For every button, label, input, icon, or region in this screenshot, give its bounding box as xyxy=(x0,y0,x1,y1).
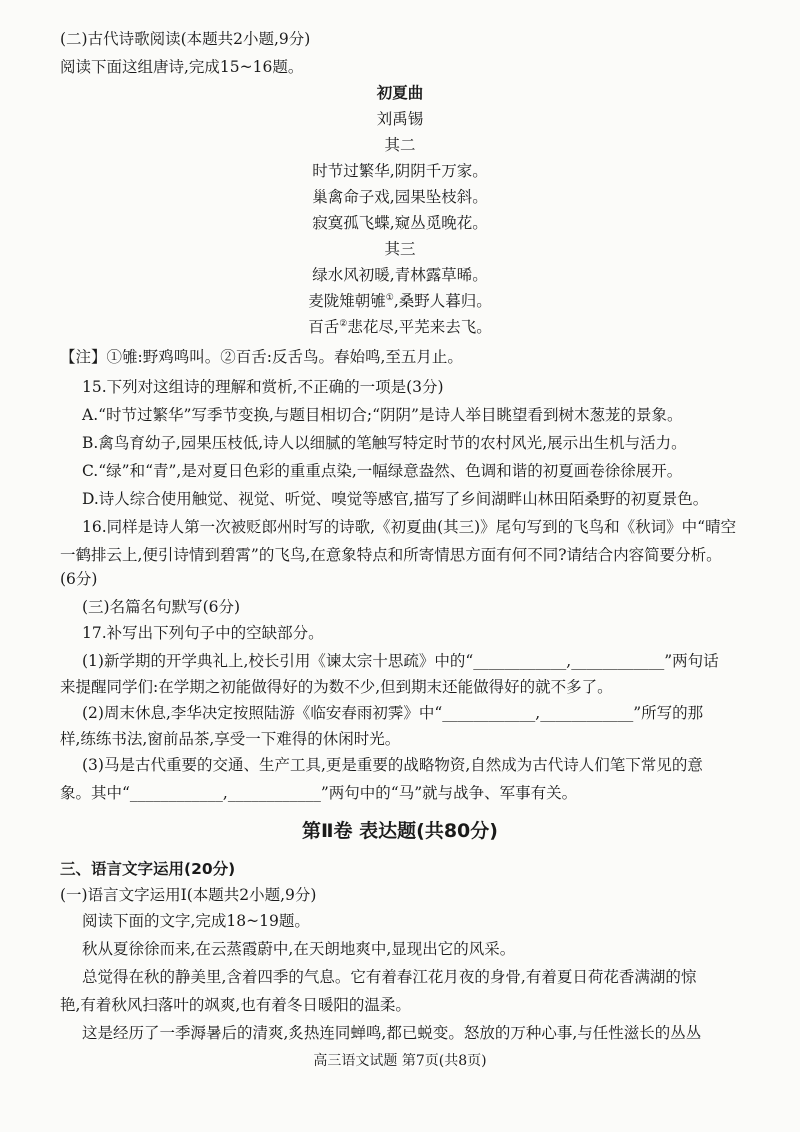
q16-line-3: (6分) xyxy=(60,570,98,588)
poem-author: 刘禹锡 xyxy=(376,110,424,128)
q15-option-b: B.禽鸟育幼子,园果压枝低,诗人以细腻的笔触写特定时节的农村风光,展示出生机与活力。 xyxy=(82,434,687,452)
section-3-heading: 三、语言文字运用(20分) xyxy=(60,860,236,878)
q15-option-a: A.“时节过繁华”写季节变换,与题目相切合;“阴阴”是诗人举目眺望看到树木葱茏的景象。 xyxy=(82,406,683,424)
poem-line: 寂寞孤飞蝶,窥丛觅晚花。 xyxy=(312,214,488,232)
part2-heading: (二)古代诗歌阅读(本题共2小题,9分) xyxy=(60,30,311,48)
note-mark: ① xyxy=(385,292,394,303)
passage-line: 总觉得在秋的静美里,含着四季的气息。它有着春江花月夜的身骨,有着夏日荷花香满湖的惊 xyxy=(82,968,697,986)
q17-part-1-cont: 来提醒同学们:在学期之初能做得好的为数不少,但到期末还能做得好的就不多了。 xyxy=(60,678,613,696)
q15-option-d: D.诗人综合使用触觉、视觉、听觉、嗅觉等感官,描写了乡间湖畔山林田陌桑野的初夏景色。 xyxy=(82,490,709,508)
poem-line: 绿水风初暖,青林露草晞。 xyxy=(312,266,488,284)
poem-line xyxy=(0,316,800,338)
q17-part-2: (2)周末休息,李华决定按照陆游《临安春雨初霁》中“____________,____________”所写的那 xyxy=(82,704,704,722)
poem-subtitle-3: 其三 xyxy=(384,240,416,258)
q17-part-2-cont: 样,练练书法,窗前品茶,享受一下难得的休闲时光。 xyxy=(60,730,401,748)
q15-option-c: C.“绿”和“青”,是对夏日色彩的重重点染,一幅绿意盎然、色调和谐的初夏画卷徐徐展开。 xyxy=(82,462,683,480)
volume-2-title: 第Ⅱ卷 表达题(共80分) xyxy=(302,820,498,842)
q17-stem: 17.补写出下列句子中的空缺部分。 xyxy=(82,624,324,642)
q17-part-3: (3)马是古代重要的交通、生产工具,更是重要的战略物资,自然成为古代诗人们笔下常见的意 xyxy=(82,756,703,774)
poem-line: 巢禽命子戏,园果坠枝斜。 xyxy=(312,188,488,206)
passage-line: 这是经历了一季溽暑后的清爽,炙热连同蝉鸣,都已蜕变。怒放的万种心事,与任性滋长的丛丛 xyxy=(82,1024,702,1042)
passage-line: 秋从夏徐徐而来,在云蒸霞蔚中,在天朗地爽中,显现出它的风采。 xyxy=(82,940,516,958)
poem-note: 【注】①雊:野鸡鸣叫。②百舌:反舌鸟。春始鸣,至五月止。 xyxy=(60,348,463,366)
page-footer: 高三语文试题 第7页(共8页) xyxy=(313,1053,487,1069)
poem-text: 悲花尽,平芜来去飞。 xyxy=(347,318,492,336)
poem-line: 时节过繁华,阴阴千万家。 xyxy=(312,162,488,180)
note-mark: ② xyxy=(339,318,348,329)
q16-line-2: 一鹤排云上,便引诗情到碧霄”的飞鸟,在意象特点和所寄情思方面有何不同?请结合内容简要分析。 xyxy=(60,546,722,564)
q15-stem: 15.下列对这组诗的理解和赏析,不正确的一项是(3分) xyxy=(82,378,444,396)
poem-title: 初夏曲 xyxy=(376,83,424,102)
q17-part-3-cont: 象。其中“____________,____________”两句中的“马”就与战争、军事有关。 xyxy=(60,784,578,802)
poem-text: 麦陇雉朝雊 xyxy=(308,292,386,310)
q17-part-1: (1)新学期的开学典礼上,校长引用《谏太宗十思疏》中的“____________,____________”两句话 xyxy=(82,652,719,670)
poem-text: ,桑野人暮归。 xyxy=(393,292,492,310)
passage-line: 艳,有着秋风扫落叶的飒爽,也有着冬日暖阳的温柔。 xyxy=(60,996,411,1014)
poem-text: 百舌 xyxy=(308,318,340,336)
sub1-heading: (一)语言文字运用Ⅰ(本题共2小题,9分) xyxy=(60,886,317,904)
instruction-15-16: 阅读下面这组唐诗,完成15~16题。 xyxy=(60,58,304,76)
poem-line xyxy=(0,290,800,312)
poem-subtitle-2: 其二 xyxy=(384,136,416,154)
q16-line-1: 16.同样是诗人第一次被贬郎州时写的诗歌,《初夏曲(其三)》尾句写到的飞鸟和《秋词》中“晴空 xyxy=(82,518,737,536)
instruction-18-19: 阅读下面的文字,完成18~19题。 xyxy=(82,912,310,930)
part3-heading: (三)名篇名句默写(6分) xyxy=(82,598,241,616)
